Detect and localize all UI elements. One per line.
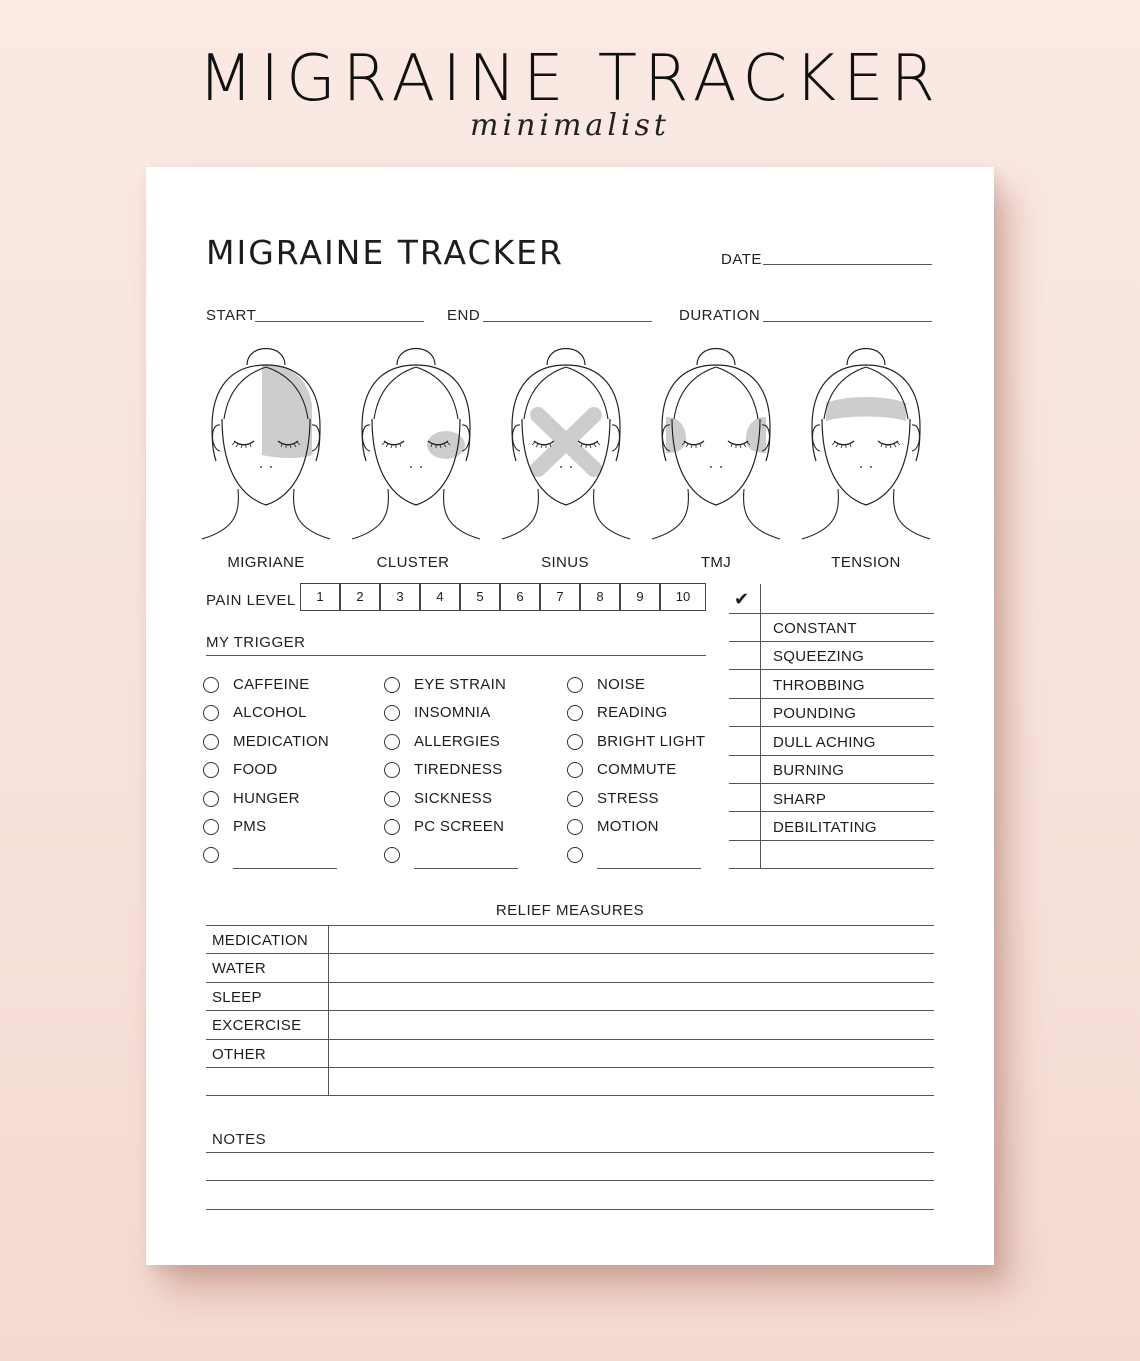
relief-water: WATER bbox=[212, 960, 266, 977]
trigger-pms: PMS bbox=[233, 818, 267, 835]
pain-type-constant[interactable]: CONSTANT bbox=[773, 620, 857, 637]
pain-level-6[interactable]: 6 bbox=[500, 583, 540, 611]
trigger-food: FOOD bbox=[233, 761, 278, 778]
trigger-tiredness: TIREDNESS bbox=[414, 761, 503, 778]
trigger-allergies: ALLERGIES bbox=[414, 733, 501, 750]
face-label-tension: TENSION bbox=[831, 554, 901, 571]
face-diagrams bbox=[202, 337, 942, 552]
pain-level-9[interactable]: 9 bbox=[620, 583, 660, 611]
pain-type-rule bbox=[729, 669, 934, 670]
trigger-radio-other-1[interactable] bbox=[203, 847, 219, 863]
relief-heading: RELIEF MEASURES bbox=[495, 902, 645, 919]
start-label: START bbox=[206, 307, 257, 324]
relief-rule bbox=[206, 1039, 934, 1040]
pain-type-squeezing[interactable]: SQUEEZING bbox=[773, 648, 865, 665]
notes-line[interactable] bbox=[206, 1180, 934, 1181]
pain-type-rule bbox=[729, 726, 934, 727]
trigger-radio-sickness[interactable] bbox=[384, 791, 400, 807]
trigger-radio-motion[interactable] bbox=[567, 819, 583, 835]
trigger-radio-tiredness[interactable] bbox=[384, 762, 400, 778]
trigger-radio-food[interactable] bbox=[203, 762, 219, 778]
trigger-radio-insomnia[interactable] bbox=[384, 705, 400, 721]
pain-type-sharp[interactable]: SHARP bbox=[773, 791, 827, 808]
banner-subtitle: minimalist bbox=[470, 108, 670, 143]
trigger-radio-other-2[interactable] bbox=[384, 847, 400, 863]
pain-level-10[interactable]: 10 bbox=[660, 583, 706, 611]
start-field[interactable] bbox=[255, 321, 424, 322]
trigger-radio-allergies[interactable] bbox=[384, 734, 400, 750]
duration-label: DURATION bbox=[679, 307, 761, 324]
trigger-radio-hunger[interactable] bbox=[203, 791, 219, 807]
trigger-radio-other-3[interactable] bbox=[567, 847, 583, 863]
trigger-commute: COMMUTE bbox=[597, 761, 677, 778]
relief-rule bbox=[206, 982, 934, 983]
pain-type-debilitating[interactable]: DEBILITATING bbox=[773, 819, 877, 836]
trigger-bright-light: BRIGHT LIGHT bbox=[597, 733, 706, 750]
trigger-medication: MEDICATION bbox=[233, 733, 330, 750]
pain-type-pounding[interactable]: POUNDING bbox=[773, 705, 857, 722]
trigger-radio-pms[interactable] bbox=[203, 819, 219, 835]
checkmark-icon: ✔ bbox=[734, 589, 750, 609]
trigger-radio-noise[interactable] bbox=[567, 677, 583, 693]
trigger-radio-eye-strain[interactable] bbox=[384, 677, 400, 693]
date-label: DATE bbox=[721, 251, 762, 268]
pain-type-burning[interactable]: BURNING bbox=[773, 762, 845, 779]
trigger-radio-caffeine[interactable] bbox=[203, 677, 219, 693]
relief-exercise: EXCERCISE bbox=[212, 1017, 302, 1034]
trigger-hunger: HUNGER bbox=[233, 790, 300, 807]
trigger-radio-medication[interactable] bbox=[203, 734, 219, 750]
trigger-eye-strain: EYE STRAIN bbox=[414, 676, 507, 693]
pain-type-dull-aching[interactable]: DULL ACHING bbox=[773, 734, 876, 751]
trigger-other-field-3[interactable] bbox=[597, 868, 701, 869]
notes-line[interactable] bbox=[206, 1209, 934, 1210]
relief-medication: MEDICATION bbox=[212, 932, 309, 949]
trigger-motion: MOTION bbox=[597, 818, 659, 835]
trigger-divider bbox=[206, 655, 706, 656]
trigger-radio-commute[interactable] bbox=[567, 762, 583, 778]
trigger-radio-alcohol[interactable] bbox=[203, 705, 219, 721]
notes-label: NOTES bbox=[212, 1131, 267, 1148]
pain-level-3[interactable]: 3 bbox=[380, 583, 420, 611]
trigger-other-field-2[interactable] bbox=[414, 868, 518, 869]
pain-level-label: PAIN LEVEL bbox=[206, 592, 296, 609]
trigger-reading: READING bbox=[597, 704, 668, 721]
trigger-insomnia: INSOMNIA bbox=[414, 704, 491, 721]
pain-type-rule bbox=[729, 840, 934, 841]
pain-type-rule bbox=[729, 641, 934, 642]
pain-type-rule bbox=[729, 613, 934, 614]
trigger-pc-screen: PC SCREEN bbox=[414, 818, 505, 835]
duration-field[interactable] bbox=[763, 321, 932, 322]
pain-level-5[interactable]: 5 bbox=[460, 583, 500, 611]
face-label-cluster: CLUSTER bbox=[376, 554, 450, 571]
pain-level-2[interactable]: 2 bbox=[340, 583, 380, 611]
pain-level-4[interactable]: 4 bbox=[420, 583, 460, 611]
trigger-radio-reading[interactable] bbox=[567, 705, 583, 721]
relief-rule bbox=[206, 1010, 934, 1011]
relief-rule bbox=[206, 1067, 934, 1068]
trigger-radio-pc-screen[interactable] bbox=[384, 819, 400, 835]
pain-type-throbbing[interactable]: THROBBING bbox=[773, 677, 865, 694]
relief-column-divider bbox=[328, 926, 329, 1096]
trigger-other-field-1[interactable] bbox=[233, 868, 337, 869]
pain-level-7[interactable]: 7 bbox=[540, 583, 580, 611]
trigger-stress: STRESS bbox=[597, 790, 659, 807]
tracker-sheet bbox=[146, 167, 994, 1265]
face-label-migraine: MIGRIANE bbox=[227, 554, 305, 571]
trigger-heading: MY TRIGGER bbox=[206, 634, 306, 651]
sheet-title: MIGRAINE TRACKER bbox=[206, 233, 564, 272]
end-field[interactable] bbox=[483, 321, 652, 322]
relief-rule bbox=[206, 953, 934, 954]
pain-type-rule bbox=[729, 868, 934, 869]
trigger-radio-bright-light[interactable] bbox=[567, 734, 583, 750]
relief-rule bbox=[206, 1095, 934, 1096]
trigger-sickness: SICKNESS bbox=[414, 790, 493, 807]
face-label-tmj: TMJ bbox=[700, 554, 732, 571]
trigger-caffeine: CAFFEINE bbox=[233, 676, 310, 693]
relief-other: OTHER bbox=[212, 1046, 266, 1063]
notes-line[interactable] bbox=[206, 1152, 934, 1153]
banner-title: MIGRAINE TRACKER bbox=[197, 42, 943, 116]
pain-level-8[interactable]: 8 bbox=[580, 583, 620, 611]
pain-type-rule bbox=[729, 811, 934, 812]
date-field[interactable] bbox=[763, 264, 932, 265]
pain-type-rule bbox=[729, 783, 934, 784]
end-label: END bbox=[447, 307, 481, 324]
pain-type-rule bbox=[729, 755, 934, 756]
relief-rule bbox=[206, 925, 934, 926]
trigger-alcohol: ALCOHOL bbox=[233, 704, 307, 721]
pain-type-rule bbox=[729, 698, 934, 699]
pain-level-1[interactable]: 1 bbox=[300, 583, 340, 611]
trigger-radio-stress[interactable] bbox=[567, 791, 583, 807]
face-label-sinus: SINUS bbox=[541, 554, 589, 571]
relief-sleep: SLEEP bbox=[212, 989, 262, 1006]
trigger-noise: NOISE bbox=[597, 676, 646, 693]
